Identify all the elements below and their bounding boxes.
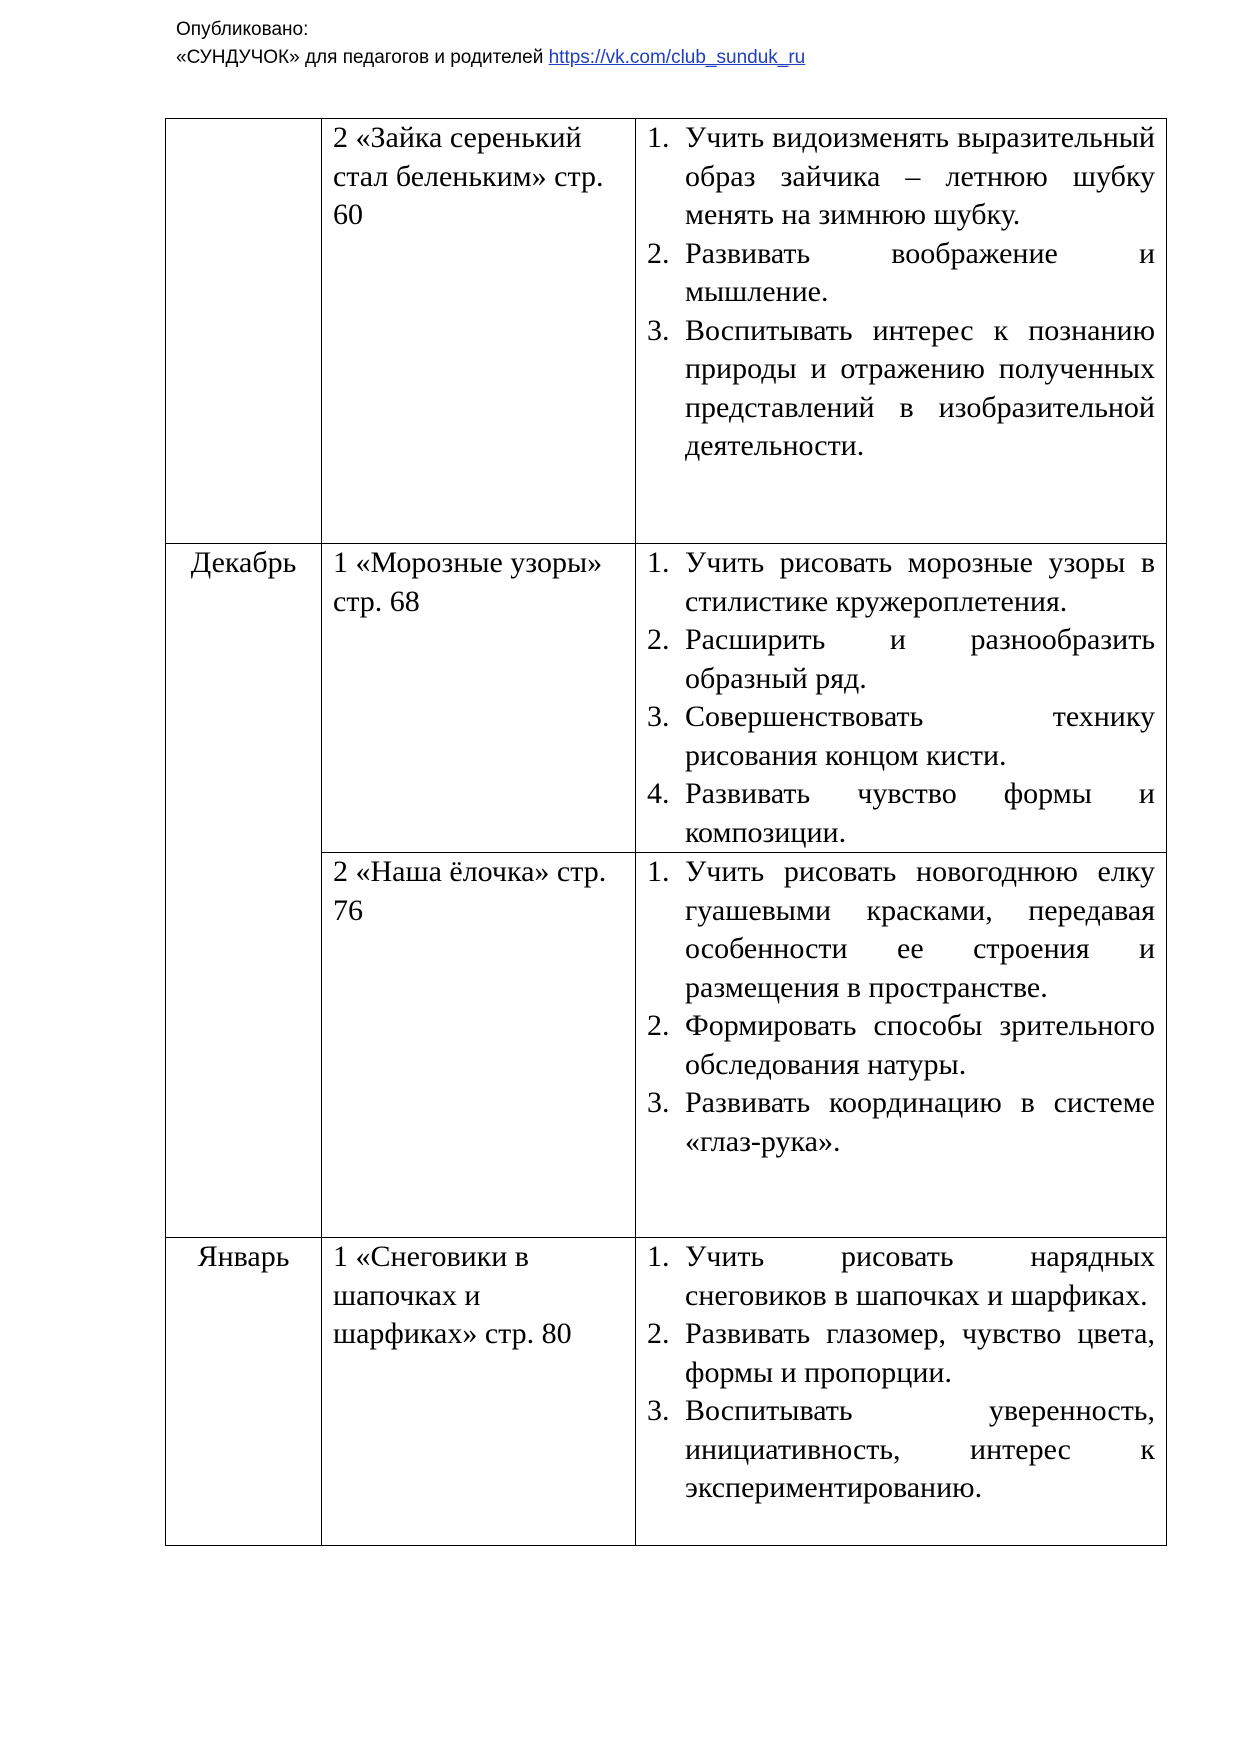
publisher-line [176, 44, 805, 72]
publication-header [176, 16, 805, 72]
goal-item: 3. Развивать координацию в системе «глаз-рука». [647, 1086, 1155, 1158]
table-row [166, 544, 1167, 853]
goal-item: 3. Воспитывать интерес к познанию природы и отражению полученных представлений в изобразительной деятельности. [647, 313, 1155, 462]
goals-cell [636, 119, 1167, 544]
topic-cell: 1 «Снеговики в шапочках и шарфиках» стр. 80 [322, 1238, 636, 1546]
goal-list [647, 119, 1155, 466]
goal-list [647, 1238, 1155, 1508]
goal-item: 1. Учить рисовать нарядных снеговиков в шапочках и шарфиках. [647, 1240, 1155, 1312]
lesson-plan-table [165, 118, 1167, 1546]
goal-list [647, 853, 1155, 1161]
goal-item: 1. Учить рисовать морозные узоры в стилистике кружероплетения. [647, 546, 1155, 618]
topic-cell: 1 «Морозные узоры» стр. 68 [322, 544, 636, 853]
table-row [166, 119, 1167, 544]
publisher-name: «СУНДУЧОК» для педагогов и родителей [176, 47, 544, 68]
goals-cell [636, 544, 1167, 853]
goal-item: 4. Развивать чувство формы и композиции. [647, 777, 1155, 849]
month-cell [166, 119, 322, 544]
month-cell: Декабрь [166, 544, 322, 1238]
table-row [166, 1238, 1167, 1546]
published-label: Опубликовано: [176, 19, 309, 40]
goal-item: 2. Развивать воображение и мышление. [647, 236, 1155, 308]
goals-cell [636, 1238, 1167, 1546]
goals-cell [636, 853, 1167, 1238]
topic-cell: 2 «Наша ёлочка» стр. 76 [322, 853, 636, 1238]
goal-item: 2. Формировать способы зрительного обследования натуры. [647, 1009, 1155, 1081]
goal-item: 3. Воспитывать уверенность, инициативность, интерес к экспериментированию. [647, 1394, 1155, 1504]
goal-item: 1. Учить рисовать новогоднюю елку гуашевыми красками, передавая особенности ее строения и размещения в пространстве. [647, 855, 1155, 1004]
month-cell: Январь [166, 1238, 322, 1546]
publisher-link[interactable]: https://vk.com/club_sunduk_ru [548, 47, 806, 68]
topic-cell: 2 «Зайка серенький стал беленьким» стр. 60 [322, 119, 636, 544]
goal-list [647, 544, 1155, 852]
goal-item: 1. Учить видоизменять выразительный образ зайчика – летнюю шубку менять на зимнюю шубку. [647, 121, 1155, 231]
goal-item: 2. Развивать глазомер, чувство цвета, формы и пропорции. [647, 1317, 1155, 1389]
goal-item: 2. Расширить и разнообразить образный ряд. [647, 623, 1155, 695]
goal-item: 3. Совершенствовать технику рисования концом кисти. [647, 700, 1155, 772]
